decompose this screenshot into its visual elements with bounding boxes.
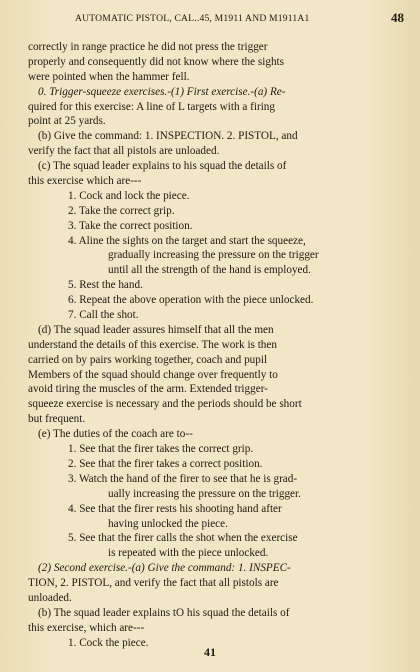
text-line: were pointed when the hammer fell.: [28, 70, 190, 83]
list-item: 3. Watch the hand of the firer to see that he is grad-: [68, 472, 298, 485]
running-title: AUTOMATIC PISTOL, CAL..45, M1911 AND M1911A1: [75, 13, 310, 24]
text-line: (2) Second exercise.-(a) Give the command: 1. INSPEC-: [38, 562, 291, 575]
body-text: [28, 40, 380, 651]
list-item: 2. Take the correct grip.: [68, 204, 175, 217]
list-item: 6. Repeat the above operation with the piece unlocked.: [68, 294, 314, 307]
text-line: this exercise, which are---: [28, 621, 145, 634]
list-item: 5. Rest the hand.: [68, 279, 143, 292]
list-item-continuation: is repeated with the piece unlocked.: [108, 547, 269, 560]
list-item: 2. See that the firer takes a correct position.: [68, 457, 263, 470]
list-item: 5. See that the firer calls the shot when the exercise: [68, 532, 298, 545]
list-item-continuation: ually increasing the pressure on the trigger.: [108, 487, 301, 500]
text-line: correctly in range practice he did not press the trigger: [28, 41, 268, 53]
text-line: carried on by pairs working together, coach and pupil: [28, 353, 268, 366]
text-line: point at 25 yards.: [28, 115, 106, 128]
section-heading-line: [28, 561, 380, 576]
text-line: (b) Give the command: 1. INSPECTION. 2. PISTOL, and: [38, 130, 298, 143]
text-line: understand the details of this exercise. The work is then: [28, 338, 277, 351]
page-number-top: 48: [391, 10, 404, 25]
text-line: quired for this exercise: A line of L targets with a firing: [28, 100, 275, 113]
text-line: Members of the squad should change over frequently to: [28, 368, 278, 381]
list-item: 1. Cock and lock the piece.: [68, 189, 190, 202]
text-line: (b) The squad leader explains tO his squad the details of: [38, 606, 290, 619]
text-line: squeeze exercise is necessary and the periods should be short: [28, 398, 302, 411]
list-item-continuation: gradually increasing the pressure on the trigger: [108, 249, 319, 262]
text-line: but frequent.: [28, 413, 86, 426]
list-item: 3. Take the correct position.: [68, 219, 193, 232]
text-line: this exercise which are---: [28, 175, 142, 188]
list-item: 1. See that the firer takes the correct grip.: [68, 443, 254, 456]
text-line: verify the fact that all pistols are unloaded.: [28, 145, 220, 158]
list-item: 4. Aline the sights on the target and start the squeeze,: [68, 234, 306, 247]
list-item: 1. Cock the piece.: [68, 636, 149, 649]
list-item-continuation: having unlocked the piece.: [108, 517, 228, 530]
list-item: 4. See that the firer rests his shooting hand after: [68, 502, 282, 515]
text-line: avoid tiring the muscles of the arm. Extended trigger-: [28, 383, 268, 396]
section-heading-line: [28, 85, 380, 100]
text-line: properly and consequently did not know where the sights: [28, 55, 285, 68]
running-header: [0, 10, 420, 28]
text-line: TION, 2. PISTOL, and verify the fact that all pistols are: [28, 577, 279, 590]
page-number-bottom: 41: [204, 645, 216, 659]
text-line: (d) The squad leader assures himself that all the men: [38, 323, 274, 336]
text-line: unloaded.: [28, 591, 72, 604]
list-item: 7. Call the shot.: [68, 309, 139, 322]
text-line: (c) The squad leader explains to his squad the details of: [38, 160, 287, 173]
list-item-continuation: until all the strength of the hand is employed.: [108, 264, 311, 277]
text-line: 0. Trigger-squeeze exercises.-(1) First exercise.-(a) Re-: [38, 85, 286, 98]
text-line: (e) The duties of the coach are to--: [38, 428, 193, 441]
